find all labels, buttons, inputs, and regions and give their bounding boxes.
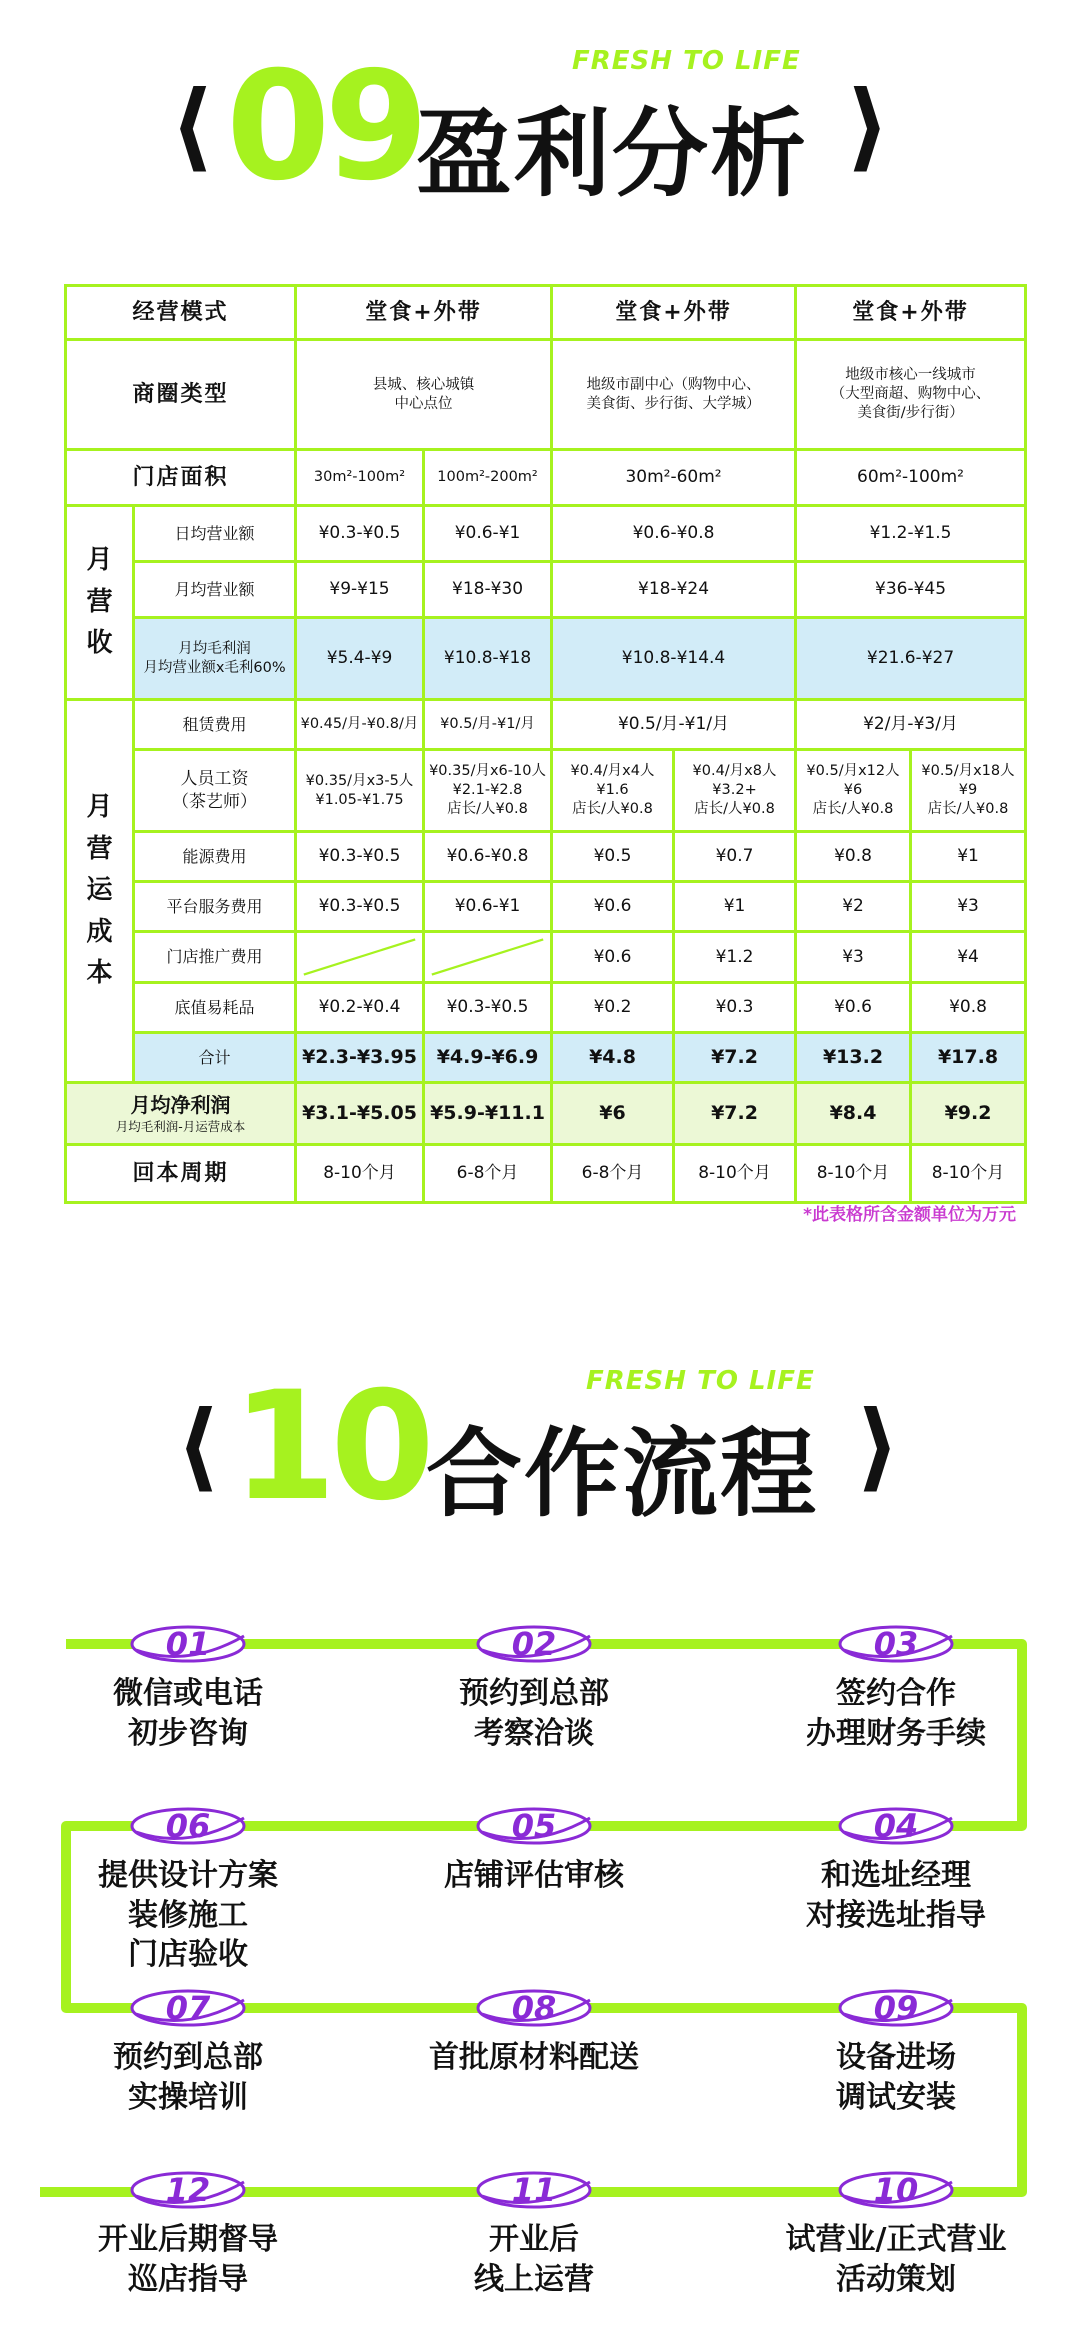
monthly-label: 月均营业额	[134, 562, 296, 618]
table-row	[66, 1033, 1026, 1083]
revenue-side-label: 月 营 收	[66, 506, 134, 700]
step-number-badge	[128, 2170, 248, 2210]
table-cell: ¥18-¥30	[424, 562, 552, 618]
district-label: 商圈类型	[66, 340, 296, 450]
mode-cell: 堂食+外带	[552, 286, 796, 340]
step-number-badge	[474, 1624, 594, 1664]
right-bracket: ⟩	[856, 1390, 900, 1502]
table-cell: ¥6	[552, 1083, 674, 1145]
step-number-badge	[836, 1806, 956, 1846]
staff-label: 人员工资 （茶艺师）	[134, 750, 296, 832]
table-row	[66, 700, 1026, 750]
step-description: 开业后 线上运营	[474, 2222, 594, 2297]
table-row	[66, 618, 1026, 700]
header-mode-label: 经营模式	[66, 286, 296, 340]
table-cell: ¥21.6-¥27	[796, 618, 1026, 700]
table-cell: ¥1.2	[674, 932, 796, 983]
table-cell: ¥0.2-¥0.4	[296, 983, 424, 1033]
area-cell: 60m²-100m²	[796, 450, 1026, 506]
table-cell: ¥3	[796, 932, 911, 983]
section-header-profit	[0, 40, 1080, 214]
table-cell: ¥0.6	[796, 983, 911, 1033]
step-number: 05	[511, 1807, 557, 1845]
table-cell: ¥10.8-¥18	[424, 618, 552, 700]
table-cell: 8-10个月	[911, 1145, 1026, 1203]
table-cell: ¥0.5/月-¥1/月	[424, 700, 552, 750]
step-number: 08	[511, 1989, 557, 2027]
table-cell: ¥8.4	[796, 1083, 911, 1145]
mode-cell: 堂食+外带	[796, 286, 1026, 340]
step-number: 11	[511, 2171, 557, 2209]
step-number-badge	[474, 1988, 594, 2028]
step-number: 02	[511, 1625, 557, 1663]
empty-slash-cell	[296, 932, 424, 983]
table-cell: ¥0.2	[552, 983, 674, 1033]
table-cell: ¥0.3-¥0.5	[424, 983, 552, 1033]
section-title: 合作流程	[426, 1418, 818, 1530]
step-description: 店铺评估审核	[444, 1858, 624, 1893]
table-cell: ¥0.3	[674, 983, 796, 1033]
table-row	[66, 750, 1026, 832]
step-number-badge	[128, 1806, 248, 1846]
step-number-badge	[474, 1806, 594, 1846]
step-number-badge	[836, 1624, 956, 1664]
table-cell: ¥0.3-¥0.5	[296, 506, 424, 562]
table-cell: ¥9.2	[911, 1083, 1026, 1145]
table-cell: ¥0.6-¥1	[424, 506, 552, 562]
profit-analysis-table	[64, 284, 1027, 1204]
table-cell: ¥0.6	[552, 932, 674, 983]
mode-cell: 堂食+外带	[296, 286, 552, 340]
table-cell: ¥0.4/月x4人 ¥1.6 店长/人¥0.8	[552, 750, 674, 832]
table-cell: ¥7.2	[674, 1033, 796, 1083]
promo-label: 门店推广费用	[134, 932, 296, 983]
table-cell: ¥7.2	[674, 1083, 796, 1145]
table-cell: ¥13.2	[796, 1033, 911, 1083]
table-cell: ¥0.5/月-¥1/月	[552, 700, 796, 750]
step-number-badge	[128, 1988, 248, 2028]
step-number: 10	[873, 2171, 919, 2209]
table-cell: ¥4	[911, 932, 1026, 983]
step-number: 12	[165, 2171, 211, 2209]
table-cell: ¥1	[911, 832, 1026, 882]
step-number-badge	[474, 2170, 594, 2210]
step-description: 提供设计方案 装修施工 门店验收	[98, 1858, 278, 1973]
step-description: 预约到总部 考察洽谈	[459, 1676, 609, 1751]
table-cell: ¥17.8	[911, 1033, 1026, 1083]
section-header-process	[0, 1360, 1080, 1534]
step-number: 04	[873, 1807, 919, 1845]
table-row	[66, 450, 1026, 506]
table-cell: ¥0.3-¥0.5	[296, 832, 424, 882]
table-cell: ¥0.35/月x6-10人 ¥2.1-¥2.8 店长/人¥0.8	[424, 750, 552, 832]
empty-slash-cell	[424, 932, 552, 983]
rent-label: 租赁费用	[134, 700, 296, 750]
net-profit-sublabel: 月均毛利润-月运营成本	[115, 1118, 246, 1134]
table-cell: ¥0.6	[552, 882, 674, 932]
table-cell: ¥0.8	[796, 832, 911, 882]
table-cell: 8-10个月	[296, 1145, 424, 1203]
section-number: 10	[232, 1360, 429, 1534]
table-cell: ¥2	[796, 882, 911, 932]
district-cell: 县城、核心城镇 中心点位	[296, 340, 552, 450]
step-description: 和选址经理 对接选址指导	[806, 1858, 986, 1933]
brand-tagline: FRESH TO LIFE	[572, 46, 801, 76]
table-row	[66, 983, 1026, 1033]
table-cell: ¥0.35/月x3-5人 ¥1.05-¥1.75	[296, 750, 424, 832]
table-cell: ¥2/月-¥3/月	[796, 700, 1026, 750]
table-row	[66, 562, 1026, 618]
table-cell: 6-8个月	[424, 1145, 552, 1203]
table-cell: 6-8个月	[552, 1145, 674, 1203]
step-number: 03	[873, 1625, 919, 1663]
left-bracket: ⟨	[170, 70, 214, 182]
district-cell: 地级市核心一线城市 （大型商超、购物中心、 美食街/步行街）	[796, 340, 1026, 450]
table-row	[66, 1145, 1026, 1203]
energy-label: 能源费用	[134, 832, 296, 882]
table-cell: ¥0.45/月-¥0.8/月	[296, 700, 424, 750]
brand-tagline: FRESH TO LIFE	[586, 1366, 815, 1396]
total-label: 合计	[134, 1033, 296, 1083]
table-cell: ¥0.6-¥0.8	[552, 506, 796, 562]
table-row	[66, 506, 1026, 562]
step-number-badge	[128, 1624, 248, 1664]
table-cell: ¥1	[674, 882, 796, 932]
table-cell: ¥9-¥15	[296, 562, 424, 618]
area-label: 门店面积	[66, 450, 296, 506]
step-description: 开业后期督导 巡店指导	[98, 2222, 278, 2297]
left-bracket: ⟨	[176, 1390, 220, 1502]
net-profit-label: 月均净利润	[130, 1092, 231, 1117]
table-cell: ¥3.1-¥5.05	[296, 1083, 424, 1145]
table-cell: ¥0.5/月x12人 ¥6 店长/人¥0.8	[796, 750, 911, 832]
table-cell: ¥3	[911, 882, 1026, 932]
currency-unit-note: *此表格所含金额单位为万元	[803, 1205, 1016, 1225]
consumable-label: 底值易耗品	[134, 983, 296, 1033]
gross-label: 月均毛利润 月均营业额x毛利60%	[134, 618, 296, 700]
net-profit-label-cell	[66, 1083, 296, 1145]
step-number: 09	[873, 1989, 919, 2027]
platform-label: 平台服务费用	[134, 882, 296, 932]
table-cell: ¥1.2-¥1.5	[796, 506, 1026, 562]
table-cell: ¥0.6-¥0.8	[424, 832, 552, 882]
table-cell: ¥4.9-¥6.9	[424, 1033, 552, 1083]
step-description: 试营业/正式营业 活动策划	[785, 2222, 1007, 2297]
right-bracket: ⟩	[846, 70, 890, 182]
table-row	[66, 1083, 1026, 1145]
step-description: 微信或电话 初步咨询	[113, 1676, 263, 1751]
step-description: 签约合作 办理财务手续	[806, 1676, 986, 1751]
step-description: 预约到总部 实操培训	[113, 2040, 263, 2115]
table-cell: 8-10个月	[674, 1145, 796, 1203]
table-cell: ¥0.7	[674, 832, 796, 882]
step-number: 01	[165, 1625, 211, 1663]
table-cell: ¥0.3-¥0.5	[296, 882, 424, 932]
area-cell: 30m²-100m²	[296, 450, 424, 506]
step-description: 设备进场 调试安装	[836, 2040, 956, 2115]
table-cell: ¥10.8-¥14.4	[552, 618, 796, 700]
table-cell: ¥18-¥24	[552, 562, 796, 618]
area-cell: 100m²-200m²	[424, 450, 552, 506]
table-cell: ¥0.4/月x8人 ¥3.2+ 店长/人¥0.8	[674, 750, 796, 832]
cost-side-label: 月 营 运 成 本	[66, 700, 134, 1083]
table-row	[66, 932, 1026, 983]
table-cell: ¥0.6-¥1	[424, 882, 552, 932]
step-number-badge	[836, 2170, 956, 2210]
payback-label: 回本周期	[66, 1145, 296, 1203]
step-number: 06	[165, 1807, 211, 1845]
table-row	[66, 340, 1026, 450]
table-cell: ¥0.8	[911, 983, 1026, 1033]
section-number: 09	[226, 40, 423, 214]
section-title: 盈利分析	[416, 98, 808, 210]
table-cell: ¥5.4-¥9	[296, 618, 424, 700]
step-number-badge	[836, 1988, 956, 2028]
table-row	[66, 832, 1026, 882]
table-cell: ¥36-¥45	[796, 562, 1026, 618]
table-cell: ¥4.8	[552, 1033, 674, 1083]
table-cell: ¥5.9-¥11.1	[424, 1083, 552, 1145]
area-cell: 30m²-60m²	[552, 450, 796, 506]
district-cell: 地级市副中心（购物中心、 美食街、步行街、大学城）	[552, 340, 796, 450]
table-row	[66, 286, 1026, 340]
table-cell: 8-10个月	[796, 1145, 911, 1203]
step-number: 07	[165, 1989, 211, 2027]
table-cell: ¥2.3-¥3.95	[296, 1033, 424, 1083]
table-row	[66, 882, 1026, 932]
table-cell: ¥0.5	[552, 832, 674, 882]
table-cell: ¥0.5/月x18人 ¥9 店长/人¥0.8	[911, 750, 1026, 832]
step-description: 首批原材料配送	[429, 2040, 639, 2075]
daily-label: 日均营业额	[134, 506, 296, 562]
